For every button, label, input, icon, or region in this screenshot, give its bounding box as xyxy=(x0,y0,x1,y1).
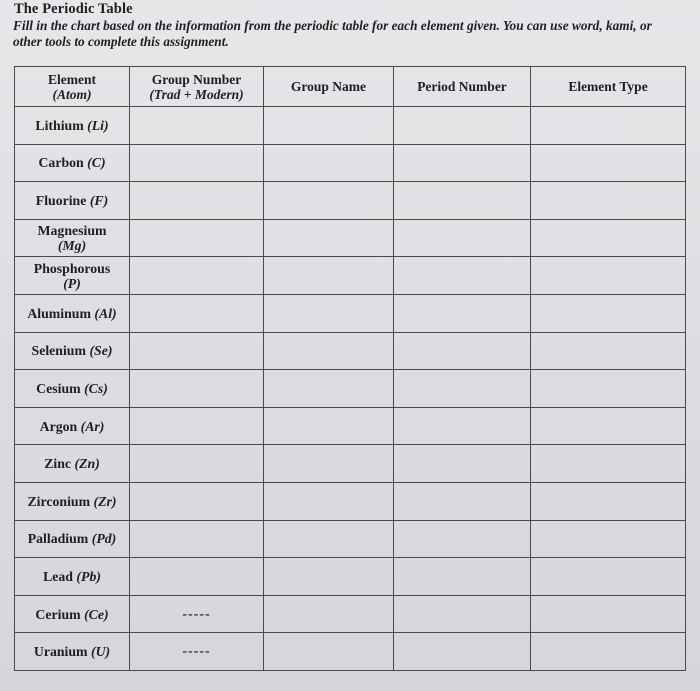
group-name-cell[interactable] xyxy=(264,558,394,596)
group-name-cell[interactable] xyxy=(264,370,394,408)
group-name-cell[interactable] xyxy=(264,219,394,257)
table-row xyxy=(15,520,686,558)
element-name: Cesium xyxy=(36,380,81,396)
col-group-number-header xyxy=(130,67,264,107)
element-name: Palladium xyxy=(27,531,89,547)
element-symbol: (Mg) xyxy=(57,238,87,254)
period-number-cell[interactable] xyxy=(394,332,531,370)
element-cell xyxy=(15,445,130,483)
group-name-cell[interactable] xyxy=(264,332,394,370)
group-name-cell[interactable] xyxy=(264,294,394,332)
group-name-cell[interactable] xyxy=(264,595,394,633)
element-name: Zinc xyxy=(44,456,72,472)
group-number-cell[interactable] xyxy=(130,482,264,520)
element-type-cell[interactable] xyxy=(531,144,686,182)
table-row xyxy=(15,558,686,596)
table-row xyxy=(15,482,686,520)
element-cell xyxy=(15,144,130,182)
period-number-cell[interactable] xyxy=(394,219,531,257)
element-name: Aluminum xyxy=(27,305,91,321)
group-name-cell[interactable] xyxy=(264,633,394,671)
element-symbol: (F) xyxy=(89,192,109,208)
element-type-cell[interactable] xyxy=(531,219,686,257)
element-name: Zirconium xyxy=(27,493,91,509)
element-name: Cerium xyxy=(35,606,81,622)
group-name-cell[interactable] xyxy=(264,107,394,145)
group-number-cell[interactable] xyxy=(130,332,264,370)
element-symbol: (C) xyxy=(87,155,106,171)
table-row xyxy=(15,370,686,408)
element-name: Lead xyxy=(43,568,73,584)
element-cell xyxy=(15,558,130,596)
col-element-header xyxy=(15,67,130,107)
table-body xyxy=(15,107,686,671)
element-cell xyxy=(15,633,130,671)
element-name: Magnesium xyxy=(37,223,107,239)
page-title: The Periodic Table xyxy=(14,1,133,17)
element-symbol: (Al) xyxy=(94,305,117,321)
group-number-cell[interactable] xyxy=(130,520,264,558)
instructions-text: Fill in the chart based on the information from the periodic table for each element given. You can use word, kami, or other tools to complete this assignment. xyxy=(13,18,652,49)
element-type-cell[interactable] xyxy=(531,407,686,445)
period-number-cell[interactable] xyxy=(394,257,531,295)
element-name: Fluorine xyxy=(35,192,87,208)
period-number-cell[interactable] xyxy=(394,407,531,445)
period-number-cell[interactable] xyxy=(394,633,531,671)
period-number-cell[interactable] xyxy=(394,558,531,596)
element-type-cell[interactable] xyxy=(531,558,686,596)
group-number-cell[interactable]: ----- xyxy=(130,595,264,633)
element-symbol: (Ar) xyxy=(80,418,105,434)
group-name-cell[interactable] xyxy=(264,407,394,445)
period-number-cell[interactable] xyxy=(394,370,531,408)
group-number-cell[interactable]: ----- xyxy=(130,633,264,671)
col-period-number-header xyxy=(394,67,531,107)
period-number-cell[interactable] xyxy=(394,520,531,558)
element-type-cell[interactable] xyxy=(531,370,686,408)
group-number-cell[interactable] xyxy=(130,219,264,257)
element-symbol: (Ce) xyxy=(84,606,109,622)
element-cell xyxy=(15,332,130,370)
element-symbol: (U) xyxy=(90,644,111,660)
element-cell xyxy=(15,482,130,520)
column-sublabel: (Atom) xyxy=(52,86,92,102)
table-row xyxy=(15,332,686,370)
group-name-cell[interactable] xyxy=(264,257,394,295)
column-sublabel: (Trad + Modern) xyxy=(149,86,244,102)
element-table xyxy=(14,66,686,671)
element-type-cell[interactable] xyxy=(531,520,686,558)
element-type-cell[interactable] xyxy=(531,633,686,671)
group-number-cell[interactable] xyxy=(130,370,264,408)
element-type-cell[interactable] xyxy=(531,257,686,295)
element-cell xyxy=(15,219,130,257)
element-name: Uranium xyxy=(33,644,88,660)
table-row xyxy=(15,633,686,671)
column-label: Element xyxy=(48,71,96,87)
element-symbol: (Pb) xyxy=(76,568,101,584)
element-name: Argon xyxy=(39,418,78,434)
element-cell xyxy=(15,370,130,408)
element-type-cell[interactable] xyxy=(531,182,686,220)
element-name: Carbon xyxy=(38,155,84,171)
element-cell xyxy=(15,257,130,295)
group-number-cell[interactable] xyxy=(130,182,264,220)
group-name-cell[interactable] xyxy=(264,445,394,483)
period-number-cell[interactable] xyxy=(394,445,531,483)
column-label: Group Number xyxy=(151,71,242,87)
group-number-cell[interactable] xyxy=(130,558,264,596)
table-row xyxy=(15,595,686,633)
element-type-cell[interactable] xyxy=(531,294,686,332)
element-cell xyxy=(15,595,130,633)
period-number-cell[interactable] xyxy=(394,182,531,220)
col-element-type-header xyxy=(531,67,686,107)
element-cell xyxy=(15,520,130,558)
element-symbol: (Zn) xyxy=(74,456,100,472)
element-symbol: (Pd) xyxy=(91,531,117,547)
element-symbol: (Zr) xyxy=(93,493,117,509)
element-type-cell[interactable] xyxy=(531,445,686,483)
table-row xyxy=(15,182,686,220)
period-number-cell[interactable] xyxy=(394,107,531,145)
element-type-cell[interactable] xyxy=(531,107,686,145)
group-name-cell[interactable] xyxy=(264,144,394,182)
group-number-cell[interactable] xyxy=(130,257,264,295)
period-number-cell[interactable] xyxy=(394,595,531,633)
table-row xyxy=(15,445,686,483)
group-number-cell[interactable] xyxy=(130,445,264,483)
group-number-cell[interactable] xyxy=(130,407,264,445)
element-type-cell[interactable] xyxy=(531,332,686,370)
element-type-cell[interactable] xyxy=(531,482,686,520)
column-label: Period Number xyxy=(417,79,507,94)
table-row xyxy=(15,294,686,332)
group-name-cell[interactable] xyxy=(264,182,394,220)
column-label: Group Name xyxy=(290,79,367,94)
group-name-cell[interactable] xyxy=(264,482,394,520)
period-number-cell[interactable] xyxy=(394,144,531,182)
table-row xyxy=(15,219,686,257)
element-type-cell[interactable] xyxy=(531,595,686,633)
element-symbol: (Cs) xyxy=(84,380,108,396)
table-row xyxy=(15,407,686,445)
group-number-cell[interactable] xyxy=(130,294,264,332)
group-number-cell[interactable] xyxy=(130,144,264,182)
col-group-name-header xyxy=(264,67,394,107)
table-row xyxy=(15,144,686,182)
group-number-cell[interactable] xyxy=(130,107,264,145)
table-row xyxy=(15,257,686,295)
element-cell xyxy=(15,407,130,445)
element-name: Lithium xyxy=(35,117,84,133)
element-symbol: (Li) xyxy=(87,117,109,133)
element-cell xyxy=(15,182,130,220)
element-name: Phosphorous xyxy=(33,260,111,276)
element-cell xyxy=(15,107,130,145)
element-cell xyxy=(15,294,130,332)
column-label: Element Type xyxy=(568,79,648,94)
element-symbol: (Se) xyxy=(89,343,113,359)
table-row xyxy=(15,107,686,145)
group-name-cell[interactable] xyxy=(264,520,394,558)
period-number-cell[interactable] xyxy=(394,294,531,332)
periodic-table-worksheet xyxy=(14,66,686,671)
header-row xyxy=(15,67,686,107)
element-symbol: (P) xyxy=(63,275,81,291)
element-name: Selenium xyxy=(31,343,86,359)
period-number-cell[interactable] xyxy=(394,482,531,520)
